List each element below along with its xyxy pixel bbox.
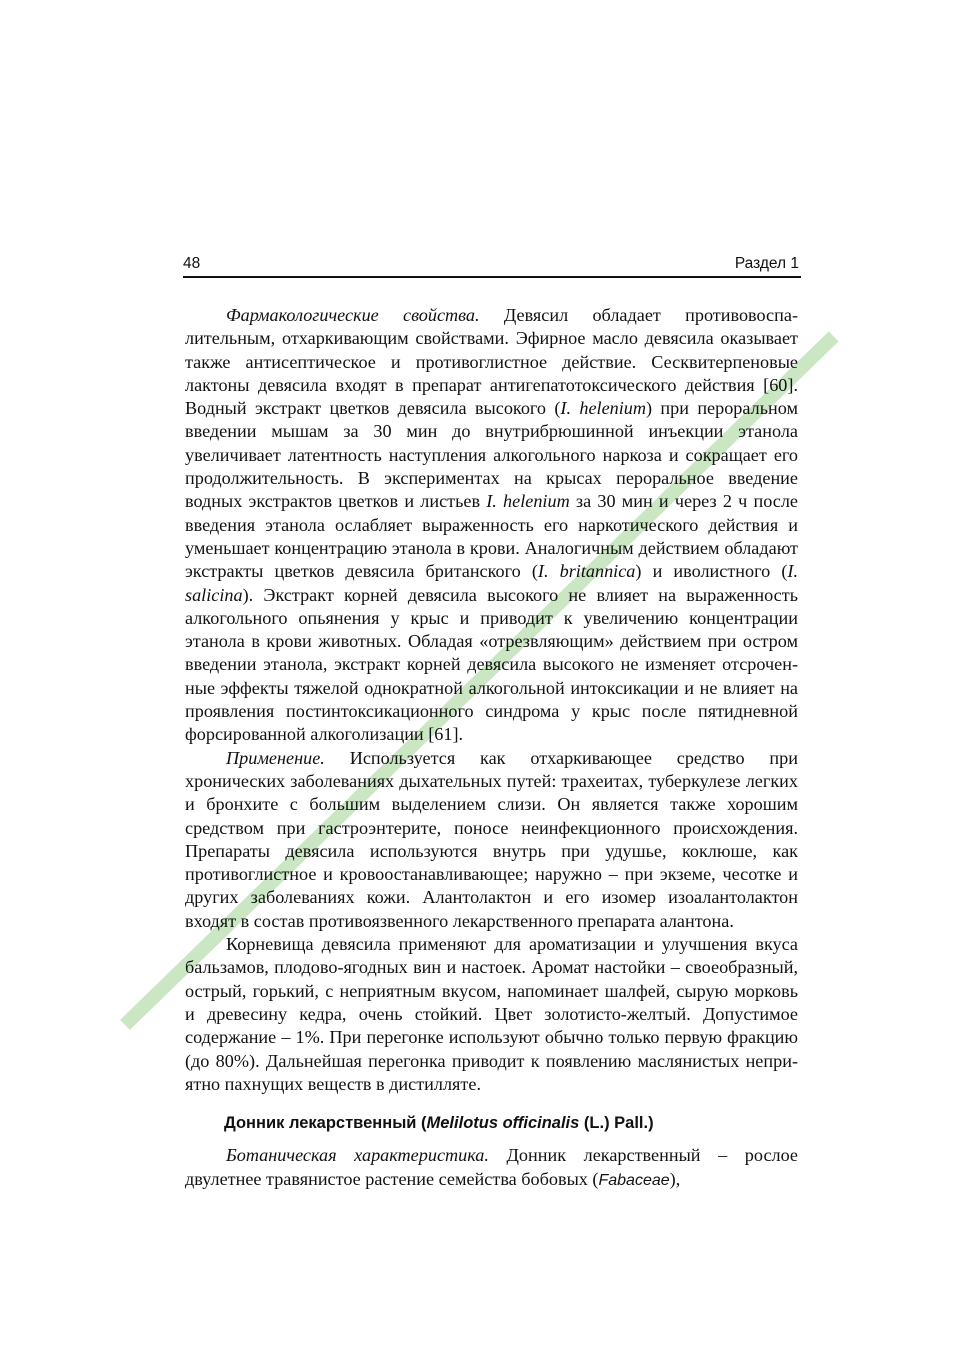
lead-term: Фармакологические свойства. bbox=[226, 305, 480, 325]
page-number: 48 bbox=[183, 255, 201, 272]
latin-name: I. helenium bbox=[486, 491, 570, 512]
text-span: Используется как отхаркивающее средство при хронических заболеваниях дыхательных путей: трахеитах, туберкулезе легких и бронхите с большим выделением слизи. Он является также хорошим средством при гастроэнтерите, поносе неинфекционного происхождения. Препараты девясила используются внутрь при удушье, коклюше, как противоглистное и кровоостанавливающее; наружно – при экземе, чесотке и других заболеваниях кожи. Алантолактон и его изомер изоалантолактон входят в состав противоязвенного лекарственного препарата алантона. bbox=[185, 747, 798, 931]
text-span: Донник лекарственный – рослое двулетнее травянистое растение семейства бобовых ( bbox=[185, 1145, 798, 1189]
text-span: ) и иволистного ( bbox=[635, 561, 788, 582]
paragraph-rhizomes bbox=[185, 933, 798, 1096]
main-text bbox=[185, 304, 798, 1192]
heading-text: Донник лекарственный ( bbox=[224, 1114, 427, 1133]
lead-term: Применение. bbox=[226, 747, 325, 768]
paragraph-pharmacology bbox=[185, 304, 798, 747]
text-span: Девясил обладает противовоспалительным, отхаркивающим свойствами. Эфирное масло девясила оказывает также антисептическое и противоглистное действие. Сесквитерпеновые лактоны девясила входят в препарат антигепатотоксического действия [60]. Водный экстракт цветков девясила высокого ( bbox=[185, 305, 798, 419]
heading-text: (L.) Pall.) bbox=[579, 1114, 654, 1133]
latin-name: I. helenium bbox=[560, 398, 647, 419]
latin-name: I. salicina bbox=[185, 561, 798, 605]
running-header bbox=[183, 254, 801, 278]
section-heading bbox=[224, 1112, 798, 1135]
text-span: ), bbox=[669, 1168, 681, 1189]
paragraph-botany bbox=[185, 1144, 798, 1192]
text-span: за 30 мин и через 2 ч после введения этанола ослабляет выраженность его наркотического действия и уменьшает концентрацию этанола в крови. Аналогичным действием обладают экстракты цветков девясила британского ( bbox=[185, 491, 798, 582]
latin-name: I. britannica bbox=[537, 561, 636, 582]
text-span: ) при пероральном введении мышам за 30 мин до внутрибрюшинной инъекции этанола увеличивает латентность наступления алкогольного наркоза и сокращает его продолжительность. В экспериментах на крысах пероральное введение водных экстрактов цветков и листьев bbox=[185, 398, 798, 512]
heading-latin: Melilotus officinalis bbox=[426, 1114, 580, 1133]
text-span: ). Экстракт корней девясила высокого не влияет на выраженность алкогольного опьянения у крыс и приводит к увеличению концентрации этанола в крови животных. Обладая «отрезвляющим» действием при остром введении этанола, экстракт корней девясила высокого не изменяет отсроченные эффекты тяжелой однократной алкогольной интоксикации и не влияет на проявления постинтоксикационного синдрома у крыс после пятидневной форсированной алкоголизации [61]. bbox=[185, 584, 798, 745]
lead-term: Ботаническая характеристика. bbox=[226, 1145, 489, 1166]
family-name: Fabaceae bbox=[598, 1171, 670, 1189]
section-title: Раздел 1 bbox=[734, 255, 799, 272]
text-span: Корневища девясила применяют для ароматизации и улучшения вкуса бальзамов, плодово-ягодных вин и настоек. Аромат настойки – своеобразный, острый, горький, с неприятным вкусом, напоминает шалфей, сырую морковь и древесину кедра, очень стойкий. Цвет золотисто-желтый. Допустимое содержание – 1%. При перегонке используют обычно только первую фракцию (до 80%). Дальнейшая перегонка приводит к появлению маслянистых неприятно пахнущих веществ в дистилляте. bbox=[185, 934, 798, 1094]
paragraph-application bbox=[185, 747, 798, 933]
